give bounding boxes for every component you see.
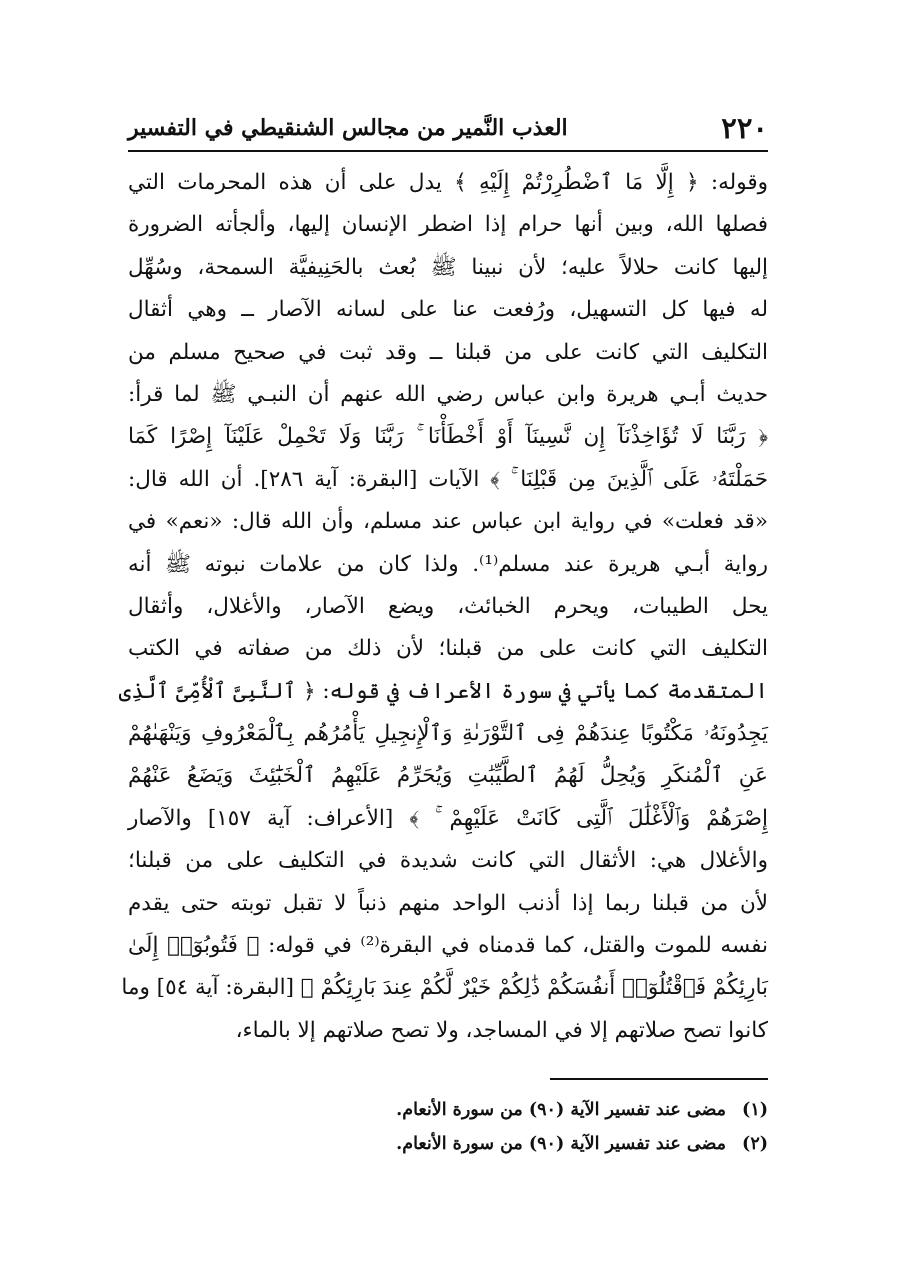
quran-line: يَجِدُونَهُۥ مَكْتُوبًا عِندَهُمْ فِى ٱلتَّوْرَىٰةِ وَٱلْإِنجِيلِ يَأْمُرُهُم بِٱلْمَعْرُوفِ وَيَنْهَىٰهُمْ (128, 721, 768, 747)
footnote-divider (550, 1078, 768, 1080)
text-line: كانوا تصح صلاتهم إلا في المساجد، ولا تصح صلاتهم إلا بالماء، (235, 1017, 768, 1043)
page-header (128, 106, 768, 150)
footnotes (128, 1093, 768, 1161)
text-line: التكليف التي كانت على من قبلنا ــ وقد ثبت في صحيح مسلم من (128, 339, 768, 365)
text-line: له فيها كل التسهيل، ورُفعت عنا على لسانه الآصار ــ وهي أثقال (128, 297, 768, 323)
text-line: نفسه للموت والقتل، كما قدمناه في البقرة⁽²⁾ في قوله: ﴿ فَتُوبُوٓا۟ إِلَىٰ (128, 933, 768, 959)
footnote-number: (٢) (742, 1134, 768, 1154)
quran-line: بَارِئِكُمْ فَٱقْتُلُوٓا۟ أَنفُسَكُمْ ذَٰلِكُمْ خَيْرٌ لَّكُمْ عِندَ بَارِئِكُمْ ﴾ [البقرة: آية ٥٤] وما (121, 975, 768, 1001)
quran-line: إِصْرَهُمْ وَٱلْأَغْلَٰلَ ٱلَّتِى كَانَتْ عَلَيْهِمْ ۚ ﴾ [الأعراف: آية ١٥٧] والآصار (128, 805, 769, 831)
quran-line: عَنِ ٱلْمُنكَرِ وَيُحِلُّ لَهُمُ ٱلطَّيِّبَٰتِ وَيُحَرِّمُ عَلَيْهِمُ ٱلْخَبَٰٓئِثَ وَيَضَعُ عَنْهُمْ (128, 763, 768, 789)
text-line: المتقدمة كما يأتي في سورة الأعراف في قوله: ﴿ ٱلنَّبِىَّ ٱلْأُمِّىَّ ٱلَّذِى (118, 678, 768, 704)
footnote-text: مضى عند تفسير الآية (٩٠) من سورة الأنعام. (396, 1100, 727, 1120)
header-divider (128, 150, 768, 152)
main-text (118, 162, 769, 1052)
footnote-number: (١) (742, 1100, 768, 1120)
text-line: لأن من قبلنا ربما إذا أذنب الواحد منهم ذنباً لا تقبل توبته حتى يقدم (128, 890, 768, 916)
running-title: العذب النَّمير من مجالس الشنقيطي في التفسير (128, 115, 568, 141)
text-line: وقوله: ﴿ إِلَّا مَا ٱضْطُرِرْتُمْ إِلَيْهِ ﴾ يدل على أن هذه المحرمات التي (128, 170, 768, 195)
text-line: حديث أبـي هريرة وابن عباس رضي الله عنهم أن النبـي ﷺ لما قرأ: (128, 381, 768, 407)
text-line: رواية أبـي هريرة عند مسلم⁽¹⁾. ولذا كان من علامات نبوته ﷺ أنه (128, 551, 768, 577)
text-line: التكليف التي كانت على من قبلنا؛ لأن ذلك من صفاته في الكتب (128, 636, 768, 662)
text-line: فصلها الله، وبين أنها حرام إذا اضطر الإنسان إليها، وألجأته الضرورة (128, 212, 768, 238)
text-line: إليها كانت حلالاً عليه؛ لأن نبينا ﷺ بُعث بالحَنِيفيَّة السمحة، وسُهِّل (128, 254, 768, 280)
text-line: يحل الطيبات، ويحرم الخبائث، ويضع الآصار، والأغلال، وأثقال (128, 593, 768, 619)
footnote-text: مضى عند تفسير الآية (٩٠) من سورة الأنعام. (396, 1134, 727, 1154)
footnote (128, 1127, 768, 1161)
quran-line: ﴿ رَبَّنَا لَا تُؤَاخِذْنَآ إِن نَّسِينَآ أَوْ أَخْطَأْنَا ۚ رَبَّنَا وَلَا تَحْمِلْ عَلَيْنَآ إِصْرًا كَمَا (128, 424, 768, 450)
quran-line: حَمَلْتَهُۥ عَلَى ٱلَّذِينَ مِن قَبْلِنَا ۚ ﴾ الآيات [البقرة: آية ٢٨٦]. أن الله قال: (128, 466, 768, 492)
page-number: ٢٢٠ (721, 111, 768, 145)
text-line: «قد فعلت» في رواية ابن عباس عند مسلم، وأن الله قال: «نعم» في (128, 509, 768, 535)
text-line: والأغلال هي: الأثقال التي كانت شديدة في التكليف على من قبلنا؛ (128, 848, 768, 874)
footnote (128, 1093, 768, 1127)
